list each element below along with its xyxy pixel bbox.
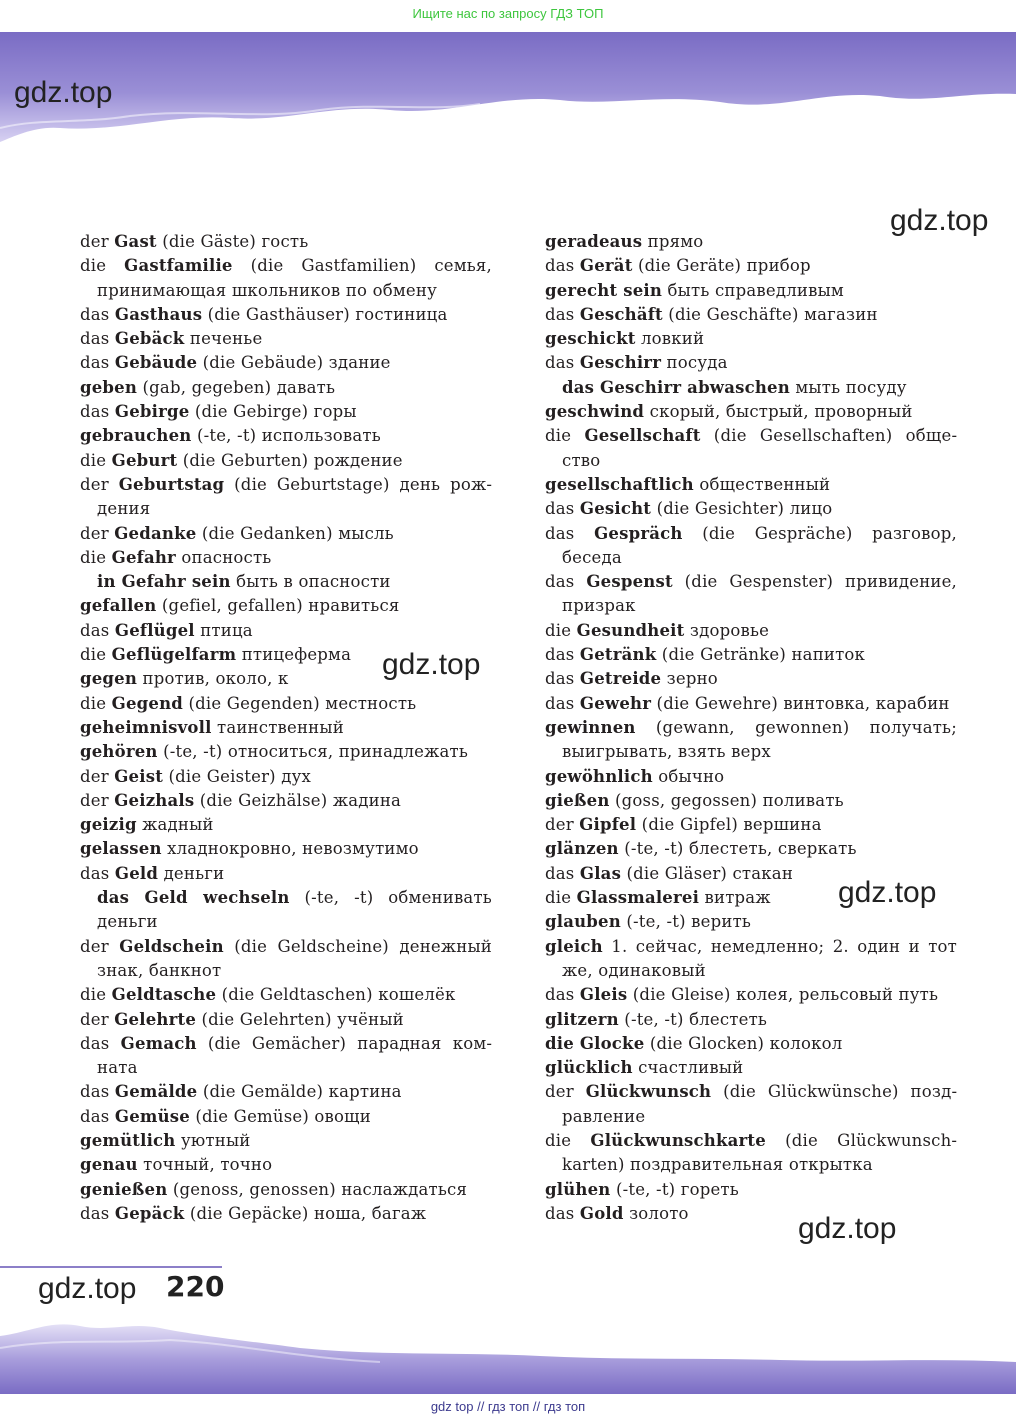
entry-headword: gegen bbox=[80, 669, 138, 689]
dictionary-entry bbox=[545, 1056, 957, 1080]
entry-article: die bbox=[80, 450, 112, 470]
entry-article: die bbox=[80, 693, 112, 713]
dictionary-entry bbox=[545, 813, 957, 837]
entry-headword: das Geld wechseln bbox=[97, 888, 290, 908]
entry-headword: gemütlich bbox=[80, 1130, 176, 1150]
dictionary-entry bbox=[80, 327, 492, 351]
entry-headword: genau bbox=[80, 1155, 138, 1175]
entry-headword: Gelehrte bbox=[114, 1009, 197, 1029]
entry-definition: (-te, -t) верить bbox=[620, 912, 752, 932]
entry-definition: (-te, -t) использовать bbox=[191, 426, 381, 446]
entry-definition: (die Gelehrten) учёный bbox=[196, 1009, 404, 1029]
dictionary-entry bbox=[80, 254, 492, 303]
footer-links: gdz top // гдз топ // гдз топ bbox=[430, 1399, 586, 1414]
entry-headword: Glückwunschkarte bbox=[590, 1130, 766, 1150]
entry-headword: Gespenst bbox=[586, 572, 673, 592]
entry-article: der bbox=[545, 1082, 586, 1102]
entry-article: der bbox=[80, 523, 115, 543]
entry-headword: gelassen bbox=[80, 839, 162, 859]
dictionary-entry bbox=[545, 1178, 957, 1202]
entry-article: die bbox=[80, 985, 112, 1005]
entry-article: der bbox=[80, 936, 120, 956]
entry-headword: Geldschein bbox=[119, 936, 224, 956]
dictionary-entry bbox=[545, 1008, 957, 1032]
entry-headword: Geld bbox=[114, 863, 159, 883]
entry-headword: Geldtasche bbox=[111, 985, 217, 1005]
dictionary-entry bbox=[80, 473, 492, 522]
entry-definition: (gefiel, gefallen) нравиться bbox=[156, 596, 400, 616]
entry-definition: (die Gipfel) вершина bbox=[636, 815, 822, 835]
entry-article: das bbox=[545, 523, 595, 543]
entry-article: das bbox=[80, 329, 115, 349]
entry-headword: Geizhals bbox=[114, 790, 195, 810]
entry-headword: Gebäck bbox=[114, 329, 185, 349]
entry-article: die bbox=[80, 645, 112, 665]
footer-band bbox=[0, 1318, 1016, 1394]
dictionary-entry bbox=[80, 230, 492, 254]
entry-headword: die Glocke bbox=[545, 1033, 645, 1053]
dictionary-entry bbox=[80, 862, 492, 886]
entry-definition: (die Geburtstage) день рождения bbox=[97, 474, 492, 519]
entry-article: das bbox=[545, 353, 580, 373]
entry-article: das bbox=[80, 1203, 115, 1223]
dictionary-entry bbox=[80, 813, 492, 837]
entry-headword: gebrauchen bbox=[80, 426, 192, 446]
entry-definition: птицеферма bbox=[236, 645, 352, 665]
dictionary-entry bbox=[545, 303, 957, 327]
entry-article: das bbox=[545, 499, 580, 519]
entry-headword: gefallen bbox=[80, 596, 157, 616]
entry-definition: (die Gewehre) винтовка, карабин bbox=[651, 693, 950, 713]
entry-headword: Gesicht bbox=[579, 499, 652, 519]
entry-headword: Gleis bbox=[579, 985, 628, 1005]
watermark-right-middle: gdz.top bbox=[838, 876, 937, 909]
entry-definition: (die Geldscheine) денежный знак, банкнот bbox=[97, 936, 492, 980]
entry-definition: (die Gepäcke) ноша, багаж bbox=[184, 1203, 427, 1223]
entry-definition: точный, точно bbox=[137, 1155, 273, 1175]
dictionary-entry bbox=[545, 1129, 957, 1178]
entry-article: die bbox=[545, 426, 585, 446]
watermark-bottom-left: gdz.top bbox=[38, 1272, 137, 1305]
entry-article: der bbox=[80, 1009, 115, 1029]
entry-headword: gerecht sein bbox=[545, 280, 663, 300]
dictionary-entry bbox=[80, 1105, 492, 1129]
dictionary-entry bbox=[80, 1032, 492, 1081]
dictionary-entry bbox=[80, 376, 492, 400]
entry-headword: Gast bbox=[114, 232, 157, 251]
dictionary-entry bbox=[545, 692, 957, 716]
entry-headword: gehören bbox=[80, 742, 158, 762]
entry-definition: (die Gespräche) разговор, беседа bbox=[562, 523, 957, 567]
entry-headword: gießen bbox=[545, 790, 610, 810]
entry-headword: Gastfamilie bbox=[124, 256, 233, 276]
entry-definition: (-te, -t) блестеть bbox=[618, 1009, 768, 1029]
dictionary-entry bbox=[80, 570, 492, 594]
entry-definition: (die Gebirge) горы bbox=[189, 402, 357, 422]
dictionary-entry bbox=[545, 327, 957, 351]
entry-article: das bbox=[80, 304, 115, 324]
entry-headword: genießen bbox=[80, 1179, 168, 1199]
dictionary-entry bbox=[545, 667, 957, 691]
entry-definition: (die Gespenster) привидение, призрак bbox=[562, 572, 957, 616]
entry-headword: Gebirge bbox=[114, 402, 190, 422]
dictionary-entry bbox=[545, 643, 957, 667]
dictionary-entry bbox=[80, 716, 492, 740]
entry-article: die bbox=[80, 256, 125, 276]
entry-definition: (die Gegenden) местность bbox=[183, 693, 417, 713]
entry-definition: (die Geschäfte) магазин bbox=[662, 304, 878, 324]
dictionary-entry bbox=[545, 983, 957, 1007]
entry-article: das bbox=[80, 1082, 115, 1102]
entry-definition: (die Geizhälse) жадина bbox=[194, 790, 402, 810]
entry-headword: Glückwunsch bbox=[585, 1082, 712, 1102]
entry-headword: Gesellschaft bbox=[584, 426, 701, 446]
entry-headword: gewöhnlich bbox=[545, 766, 653, 786]
dictionary-entry bbox=[80, 594, 492, 618]
watermark-top-right: gdz.top bbox=[890, 204, 989, 237]
entry-article: das bbox=[545, 645, 580, 665]
dictionary-entry bbox=[80, 303, 492, 327]
dictionary-entry bbox=[80, 765, 492, 789]
entry-definition: 1. сейчас, немедленно; 2. один и тот же, одинаковый bbox=[562, 936, 957, 980]
entry-definition: (die Gasthäuser) гостиница bbox=[202, 304, 448, 324]
entry-headword: Geburtstag bbox=[118, 474, 225, 494]
entry-headword: Geschirr bbox=[579, 353, 662, 373]
entry-headword: Gesundheit bbox=[576, 620, 685, 640]
entry-definition: уютный bbox=[175, 1130, 251, 1150]
entry-definition: быть справедливым bbox=[662, 280, 844, 300]
entry-definition: (die Gäste) гость bbox=[156, 232, 309, 251]
entry-definition: (die Gedanken) мысль bbox=[196, 523, 394, 543]
entry-definition: быть в опасности bbox=[230, 572, 391, 592]
entry-definition: птица bbox=[194, 620, 253, 640]
entry-headword: Gebäude bbox=[114, 353, 198, 373]
entry-definition: (gewann, gewonnen) получать; выигрывать, взять верх bbox=[562, 717, 957, 762]
entry-headword: Gold bbox=[579, 1203, 624, 1223]
dictionary-entry bbox=[80, 522, 492, 546]
entry-definition: (die Geräte) прибор bbox=[632, 256, 811, 276]
entry-headword: Gerät bbox=[579, 256, 633, 276]
dictionary-entry bbox=[80, 1008, 492, 1032]
entry-definition: (die Gebäude) здание bbox=[197, 353, 391, 373]
entry-headword: Geflügel bbox=[114, 620, 195, 640]
entry-definition: посуда bbox=[661, 353, 728, 373]
entry-definition: (die Gleise) колея, рельсовый путь bbox=[627, 985, 939, 1005]
entry-article: das bbox=[80, 353, 115, 373]
dictionary-entry bbox=[545, 230, 957, 254]
entry-article: das bbox=[545, 985, 580, 1005]
entry-headword: Gemach bbox=[120, 1033, 197, 1053]
entry-headword: geschwind bbox=[545, 402, 645, 422]
dictionary-entry bbox=[80, 400, 492, 424]
entry-headword: Gewehr bbox=[579, 693, 652, 713]
entry-definition: хладнокровно, невозмутимо bbox=[161, 839, 419, 859]
dictionary-entry bbox=[545, 254, 957, 278]
entry-headword: geizig bbox=[80, 815, 137, 835]
entry-headword: gewinnen bbox=[545, 717, 636, 737]
dictionary-entry bbox=[545, 473, 957, 497]
dictionary-entry bbox=[80, 424, 492, 448]
entry-definition: прямо bbox=[642, 232, 704, 251]
entry-headword: Geburt bbox=[111, 450, 178, 470]
entry-definition: (die Geister) дух bbox=[163, 766, 312, 786]
entry-definition: (-te, -t) относиться, принадлежать bbox=[157, 742, 469, 762]
entry-article: der bbox=[80, 232, 115, 251]
entry-definition: ловкий bbox=[635, 329, 705, 349]
page-number: 220 bbox=[166, 1270, 225, 1303]
entry-article: das bbox=[545, 669, 580, 689]
entry-definition: (goss, gegossen) поливать bbox=[609, 790, 844, 810]
entry-definition: против, около, к bbox=[137, 669, 289, 689]
dictionary-entry bbox=[80, 351, 492, 375]
entry-definition: (-te, -t) гореть bbox=[610, 1179, 739, 1199]
entry-article: die bbox=[80, 547, 112, 567]
dictionary-entry bbox=[80, 1178, 492, 1202]
entry-definition: (genoss, genossen) наслаждаться bbox=[167, 1179, 468, 1199]
entry-article: der bbox=[545, 815, 580, 835]
dictionary-entry bbox=[80, 1080, 492, 1104]
entry-article: der bbox=[80, 474, 119, 494]
header-band bbox=[0, 32, 1016, 144]
entry-headword: glücklich bbox=[545, 1058, 633, 1078]
entry-definition: (die Gastfamilien) семья, принимающая школьников по обмену bbox=[97, 256, 492, 300]
entry-headword: Gepäck bbox=[114, 1203, 185, 1223]
top-search-note: Ищите нас по запросу ГДЗ ТОП bbox=[412, 6, 604, 21]
dictionary-column-left bbox=[80, 230, 492, 1226]
entry-article: das bbox=[80, 620, 115, 640]
entry-definition: зерно bbox=[661, 669, 718, 689]
entry-article: der bbox=[80, 790, 115, 810]
entry-article: das bbox=[80, 863, 115, 883]
entry-headword: Gegend bbox=[111, 693, 184, 713]
dictionary-entry bbox=[80, 1153, 492, 1177]
entry-headword: das Geschirr abwaschen bbox=[562, 377, 790, 397]
entry-headword: Glassmalerei bbox=[576, 888, 700, 908]
entry-definition: (die Gemächer) парадная комната bbox=[97, 1033, 492, 1078]
dictionary-entry bbox=[80, 619, 492, 643]
entry-definition: (die Gesellschaften) общество bbox=[562, 426, 958, 470]
dictionary-entry bbox=[545, 376, 957, 400]
entry-definition: (-te, -t) блестеть, сверкать bbox=[618, 839, 857, 859]
entry-headword: glauben bbox=[545, 912, 621, 932]
dictionary-entry bbox=[545, 1032, 957, 1056]
header-wave-graphic bbox=[0, 32, 1016, 144]
watermark-middle: gdz.top bbox=[382, 648, 481, 681]
entry-definition: (-te, -t) обменивать деньги bbox=[97, 888, 492, 932]
dictionary-entry bbox=[80, 692, 492, 716]
entry-headword: glänzen bbox=[545, 839, 619, 859]
dictionary-entry bbox=[545, 279, 957, 303]
dictionary-entry bbox=[545, 400, 957, 424]
dictionary-entry bbox=[545, 1202, 957, 1226]
dictionary-entry bbox=[545, 1080, 957, 1129]
entry-definition: (die Gemüse) овощи bbox=[189, 1106, 371, 1126]
entry-headword: Gefahr bbox=[111, 547, 176, 567]
entry-definition: счастливый bbox=[632, 1058, 744, 1078]
entry-article: das bbox=[545, 1203, 580, 1223]
entry-headword: geschickt bbox=[545, 329, 636, 349]
entry-headword: gleich bbox=[545, 936, 603, 956]
entry-definition: общественный bbox=[693, 474, 831, 494]
entry-headword: Getreide bbox=[579, 669, 662, 689]
dictionary-entry bbox=[80, 740, 492, 764]
dictionary-entry bbox=[545, 351, 957, 375]
entry-article: das bbox=[545, 693, 580, 713]
dictionary-entry bbox=[545, 886, 957, 910]
entry-definition: обычно bbox=[652, 766, 725, 786]
entry-definition: (die Glückwünsche) поздравление bbox=[562, 1082, 958, 1126]
entry-definition: (die Glückwunschkarten) поздравительная открытка bbox=[562, 1130, 957, 1175]
dictionary-entry bbox=[80, 1202, 492, 1226]
entry-article: der bbox=[80, 766, 115, 786]
entry-article: das bbox=[545, 863, 580, 883]
entry-definition: скорый, быстрый, проворный bbox=[644, 402, 913, 422]
entry-definition: мыть посуду bbox=[789, 377, 907, 397]
entry-headword: in Gefahr sein bbox=[97, 572, 231, 592]
entry-definition: (gab, gegeben) давать bbox=[137, 377, 336, 397]
dictionary-entry bbox=[545, 522, 957, 571]
dictionary-entry bbox=[545, 424, 957, 473]
dictionary-entry bbox=[545, 570, 957, 619]
dictionary-entry bbox=[80, 837, 492, 861]
entry-headword: glitzern bbox=[545, 1009, 619, 1029]
entry-headword: geben bbox=[80, 377, 138, 397]
entry-definition: таинственный bbox=[211, 717, 344, 737]
dictionary-entry bbox=[80, 1129, 492, 1153]
dictionary-entry bbox=[545, 862, 957, 886]
entry-headword: glühen bbox=[545, 1179, 611, 1199]
dictionary-entry bbox=[80, 886, 492, 935]
entry-headword: Geflügelfarm bbox=[111, 645, 237, 665]
entry-definition: (die Geldtaschen) кошелёк bbox=[216, 985, 456, 1005]
entry-headword: Gemüse bbox=[114, 1106, 190, 1126]
dictionary-entry bbox=[545, 765, 957, 789]
entry-definition: (die Gemälde) картина bbox=[197, 1082, 402, 1102]
entry-definition: (die Geburten) рождение bbox=[177, 450, 403, 470]
dictionary-entry bbox=[545, 910, 957, 934]
watermark-right-bottom: gdz.top bbox=[798, 1212, 897, 1245]
dictionary-entry bbox=[545, 716, 957, 765]
entry-headword: Getränk bbox=[579, 645, 657, 665]
dictionary-entry bbox=[80, 935, 492, 984]
dictionary-entry bbox=[545, 497, 957, 521]
entry-article: das bbox=[545, 572, 587, 592]
page-number-rule bbox=[0, 1266, 222, 1268]
entry-definition: (die Glocken) колокол bbox=[644, 1033, 843, 1053]
entry-headword: gesellschaftlich bbox=[545, 474, 694, 494]
entry-definition: печенье bbox=[184, 329, 263, 349]
entry-definition: опасность bbox=[175, 547, 272, 567]
entry-article: die bbox=[545, 1130, 591, 1150]
entry-article: das bbox=[80, 402, 115, 422]
entry-article: das bbox=[80, 1106, 115, 1126]
entry-definition: золото bbox=[623, 1203, 689, 1223]
entry-definition: (die Getränke) напиток bbox=[656, 645, 866, 665]
entry-headword: Gipfel bbox=[579, 815, 637, 835]
dictionary-entry bbox=[80, 546, 492, 570]
entry-headword: geradeaus bbox=[545, 232, 643, 251]
dictionary-entry bbox=[545, 837, 957, 861]
entry-headword: Gasthaus bbox=[114, 304, 203, 324]
entry-definition: (die Gläser) стакан bbox=[621, 863, 794, 883]
entry-headword: Geschäft bbox=[579, 304, 663, 324]
entry-headword: Geist bbox=[114, 766, 164, 786]
dictionary-entry bbox=[80, 983, 492, 1007]
entry-article: die bbox=[545, 888, 577, 908]
entry-headword: Gemälde bbox=[114, 1082, 198, 1102]
entry-article: das bbox=[545, 256, 580, 276]
watermark-top-left: gdz.top bbox=[14, 76, 113, 109]
entry-definition: витраж bbox=[699, 888, 771, 908]
footer-wave-graphic bbox=[0, 1318, 1016, 1394]
entry-headword: geheimnisvoll bbox=[80, 717, 212, 737]
dictionary-entry bbox=[80, 667, 492, 691]
entry-article: das bbox=[545, 304, 580, 324]
entry-article: die bbox=[545, 620, 577, 640]
entry-headword: Gedanke bbox=[114, 523, 197, 543]
dictionary-entry bbox=[545, 619, 957, 643]
dictionary-entry bbox=[80, 789, 492, 813]
entry-definition: деньги bbox=[158, 863, 225, 883]
entry-article: das bbox=[80, 1033, 121, 1053]
dictionary-entry bbox=[545, 935, 957, 984]
dictionary-entry bbox=[545, 789, 957, 813]
dictionary-column-right bbox=[545, 230, 957, 1226]
entry-headword: Gespräch bbox=[594, 523, 683, 543]
dictionary-entry bbox=[80, 643, 492, 667]
entry-definition: жадный bbox=[136, 815, 214, 835]
entry-definition: (die Gesichter) лицо bbox=[651, 499, 833, 519]
entry-headword: Glas bbox=[579, 863, 622, 883]
entry-definition: здоровье bbox=[684, 620, 770, 640]
dictionary-entry bbox=[80, 449, 492, 473]
